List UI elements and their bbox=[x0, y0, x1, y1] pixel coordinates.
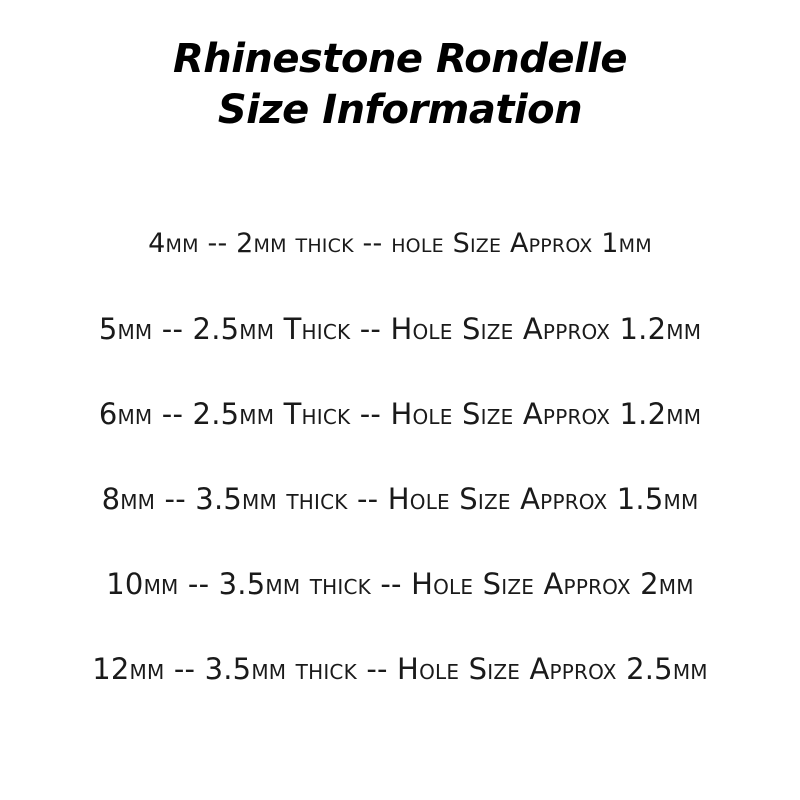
size-spec-row-10mm: 10mm -- 3.5mm thick -- Hole Size Approx 2mm bbox=[106, 567, 694, 602]
page-title-line-2: Size Information bbox=[217, 87, 583, 134]
size-spec-list bbox=[0, 228, 800, 686]
page-title-line-1: Rhinestone Rondelle bbox=[172, 36, 628, 82]
page-title bbox=[0, 34, 800, 136]
size-spec-row-6mm: 6mm -- 2.5mm Thick -- Hole Size Approx 1.2mm bbox=[98, 397, 702, 432]
size-spec-row-4mm: 4mm -- 2mm thick -- hole Size Approx 1mm bbox=[148, 228, 652, 260]
size-spec-row-5mm: 5mm -- 2.5mm Thick -- Hole Size Approx 1.2mm bbox=[98, 312, 702, 347]
size-spec-row-12mm: 12mm -- 3.5mm thick -- Hole Size Approx 2.5mm bbox=[92, 652, 708, 687]
size-spec-row-8mm: 8mm -- 3.5mm thick -- Hole Size Approx 1.5mm bbox=[101, 482, 699, 517]
